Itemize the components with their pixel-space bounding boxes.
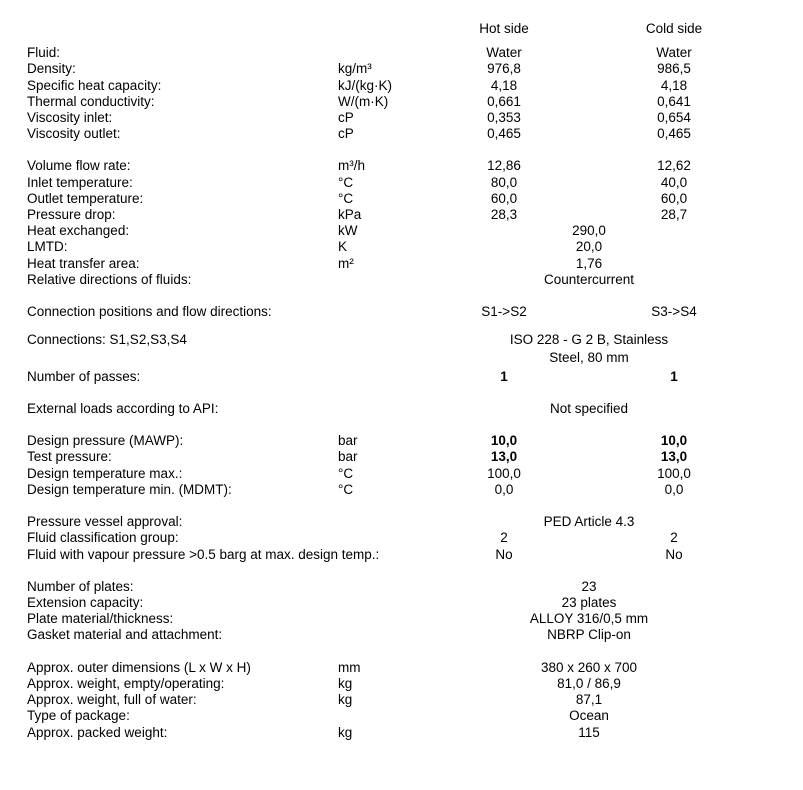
flow-directions-value: Countercurrent: [543, 272, 635, 287]
lmtd-unit: K: [338, 239, 348, 254]
pressure-drop-cold: 28,7: [660, 207, 688, 222]
viscosity-outlet-cold: 0,465: [657, 126, 691, 141]
hot-side-header: Hot side: [479, 21, 529, 36]
dimensions-value: 380 x 260 x 700: [540, 660, 638, 675]
mawp-unit: bar: [338, 433, 358, 448]
external-loads-value: Not specified: [549, 401, 629, 416]
approval-label: Pressure vessel approval:: [27, 514, 183, 529]
fluid-hot: Water: [486, 45, 522, 60]
gasket-value: NBRP Clip-on: [547, 627, 631, 642]
passes-label: Number of passes:: [27, 369, 141, 384]
density-cold: 986,5: [657, 61, 691, 76]
mawp-label: Design pressure (MAWP):: [27, 433, 184, 448]
weight-water-unit: kg: [338, 692, 353, 707]
inlet-temp-cold: 40,0: [660, 175, 688, 190]
density-hot: 976,8: [487, 61, 521, 76]
package-label: Type of package:: [27, 708, 130, 723]
weight-water-label: Approx. weight, full of water:: [27, 692, 197, 707]
heat-transfer-area-label: Heat transfer area:: [27, 256, 140, 271]
connections-value-line2: Steel, 80 mm: [549, 350, 629, 365]
plate-material-value: ALLOY 316/0,5 mm: [529, 611, 649, 626]
approval-value: PED Article 4.3: [543, 514, 635, 529]
heat-exchanged-label: Heat exchanged:: [27, 223, 130, 238]
mawp-hot: 10,0: [490, 433, 518, 448]
vapour-pressure-cold: No: [665, 547, 683, 562]
plates-value: 23: [581, 579, 597, 594]
heat-capacity-label: Specific heat capacity:: [27, 78, 162, 93]
fluid-label: Fluid:: [27, 45, 61, 60]
vapour-pressure-label: Fluid with vapour pressure >0.5 barg at max. design temp.:: [27, 547, 380, 562]
connection-positions-label: Connection positions and flow directions:: [27, 304, 272, 319]
mawp-cold: 10,0: [660, 433, 688, 448]
outlet-temp-unit: °C: [338, 191, 354, 206]
plate-material-label: Plate material/thickness:: [27, 611, 174, 626]
dimensions-unit: mm: [338, 660, 361, 675]
test-pressure-label: Test pressure:: [27, 449, 112, 464]
extension-value: 23 plates: [561, 595, 617, 610]
heat-transfer-area-value: 1,76: [575, 256, 603, 271]
design-temp-min-hot: 0,0: [494, 482, 514, 497]
heat-capacity-hot: 4,18: [490, 78, 518, 93]
package-value: Ocean: [569, 708, 609, 723]
fluid-group-label: Fluid classification group:: [27, 530, 179, 545]
test-pressure-unit: bar: [338, 449, 358, 464]
density-label: Density:: [27, 61, 76, 76]
packed-weight-value: 115: [578, 725, 600, 740]
flow-rate-cold: 12,62: [657, 158, 691, 173]
plates-label: Number of plates:: [27, 579, 134, 594]
inlet-temp-unit: °C: [338, 175, 354, 190]
weight-empty-label: Approx. weight, empty/operating:: [27, 676, 225, 691]
passes-hot: 1: [500, 369, 508, 384]
conductivity-unit: W/(m·K): [338, 94, 389, 109]
viscosity-outlet-unit: cP: [338, 126, 354, 141]
conductivity-label: Thermal conductivity:: [27, 94, 155, 109]
extension-label: Extension capacity:: [27, 595, 144, 610]
heat-exchanged-value: 290,0: [572, 223, 606, 238]
fluid-group-hot: 2: [500, 530, 508, 545]
conductivity-cold: 0,641: [657, 94, 691, 109]
heat-transfer-area-unit: m²: [338, 256, 354, 271]
outlet-temp-hot: 60,0: [490, 191, 518, 206]
outlet-temp-label: Outlet temperature:: [27, 191, 144, 206]
fluid-cold: Water: [656, 45, 692, 60]
connections-label: Connections: S1,S2,S3,S4: [27, 332, 187, 347]
external-loads-label: External loads according to API:: [27, 401, 219, 416]
lmtd-label: LMTD:: [27, 239, 68, 254]
lmtd-value: 20,0: [575, 239, 603, 254]
heat-exchanged-unit: kW: [338, 223, 358, 238]
weight-empty-unit: kg: [338, 676, 353, 691]
density-unit: kg/m³: [338, 61, 372, 76]
viscosity-inlet-unit: cP: [338, 110, 354, 125]
design-temp-max-unit: °C: [338, 466, 354, 481]
weight-empty-value: 81,0 / 86,9: [557, 676, 621, 691]
flow-directions-label: Relative directions of fluids:: [27, 272, 192, 287]
outlet-temp-cold: 60,0: [660, 191, 688, 206]
conductivity-hot: 0,661: [487, 94, 521, 109]
test-pressure-hot: 13,0: [490, 449, 518, 464]
test-pressure-cold: 13,0: [660, 449, 688, 464]
design-temp-min-unit: °C: [338, 482, 354, 497]
design-temp-max-hot: 100,0: [487, 466, 521, 481]
design-temp-min-cold: 0,0: [664, 482, 684, 497]
inlet-temp-label: Inlet temperature:: [27, 175, 133, 190]
design-temp-max-label: Design temperature max.:: [27, 466, 183, 481]
gasket-label: Gasket material and attachment:: [27, 627, 223, 642]
vapour-pressure-hot: No: [495, 547, 513, 562]
dimensions-label: Approx. outer dimensions (L x W x H): [27, 660, 251, 675]
pressure-drop-unit: kPa: [338, 207, 362, 222]
flow-rate-unit: m³/h: [338, 158, 365, 173]
viscosity-outlet-label: Viscosity outlet:: [27, 126, 121, 141]
packed-weight-unit: kg: [338, 725, 353, 740]
pressure-drop-label: Pressure drop:: [27, 207, 116, 222]
weight-water-value: 87,1: [575, 692, 603, 707]
design-temp-max-cold: 100,0: [657, 466, 691, 481]
connection-positions-cold: S3->S4: [651, 304, 697, 319]
flow-rate-label: Volume flow rate:: [27, 158, 131, 173]
fluid-group-cold: 2: [670, 530, 678, 545]
design-temp-min-label: Design temperature min. (MDMT):: [27, 482, 232, 497]
flow-rate-hot: 12,86: [487, 158, 521, 173]
cold-side-header: Cold side: [645, 21, 703, 36]
viscosity-outlet-hot: 0,465: [487, 126, 521, 141]
connection-positions-hot: S1->S2: [481, 304, 527, 319]
heat-capacity-cold: 4,18: [660, 78, 688, 93]
pressure-drop-hot: 28,3: [490, 207, 518, 222]
viscosity-inlet-label: Viscosity inlet:: [27, 110, 113, 125]
packed-weight-label: Approx. packed weight:: [27, 725, 168, 740]
viscosity-inlet-hot: 0,353: [487, 110, 521, 125]
inlet-temp-hot: 80,0: [490, 175, 518, 190]
viscosity-inlet-cold: 0,654: [657, 110, 691, 125]
passes-cold: 1: [670, 369, 678, 384]
connections-value-line1: ISO 228 - G 2 B, Stainless: [509, 332, 669, 347]
heat-capacity-unit: kJ/(kg·K): [338, 78, 392, 93]
